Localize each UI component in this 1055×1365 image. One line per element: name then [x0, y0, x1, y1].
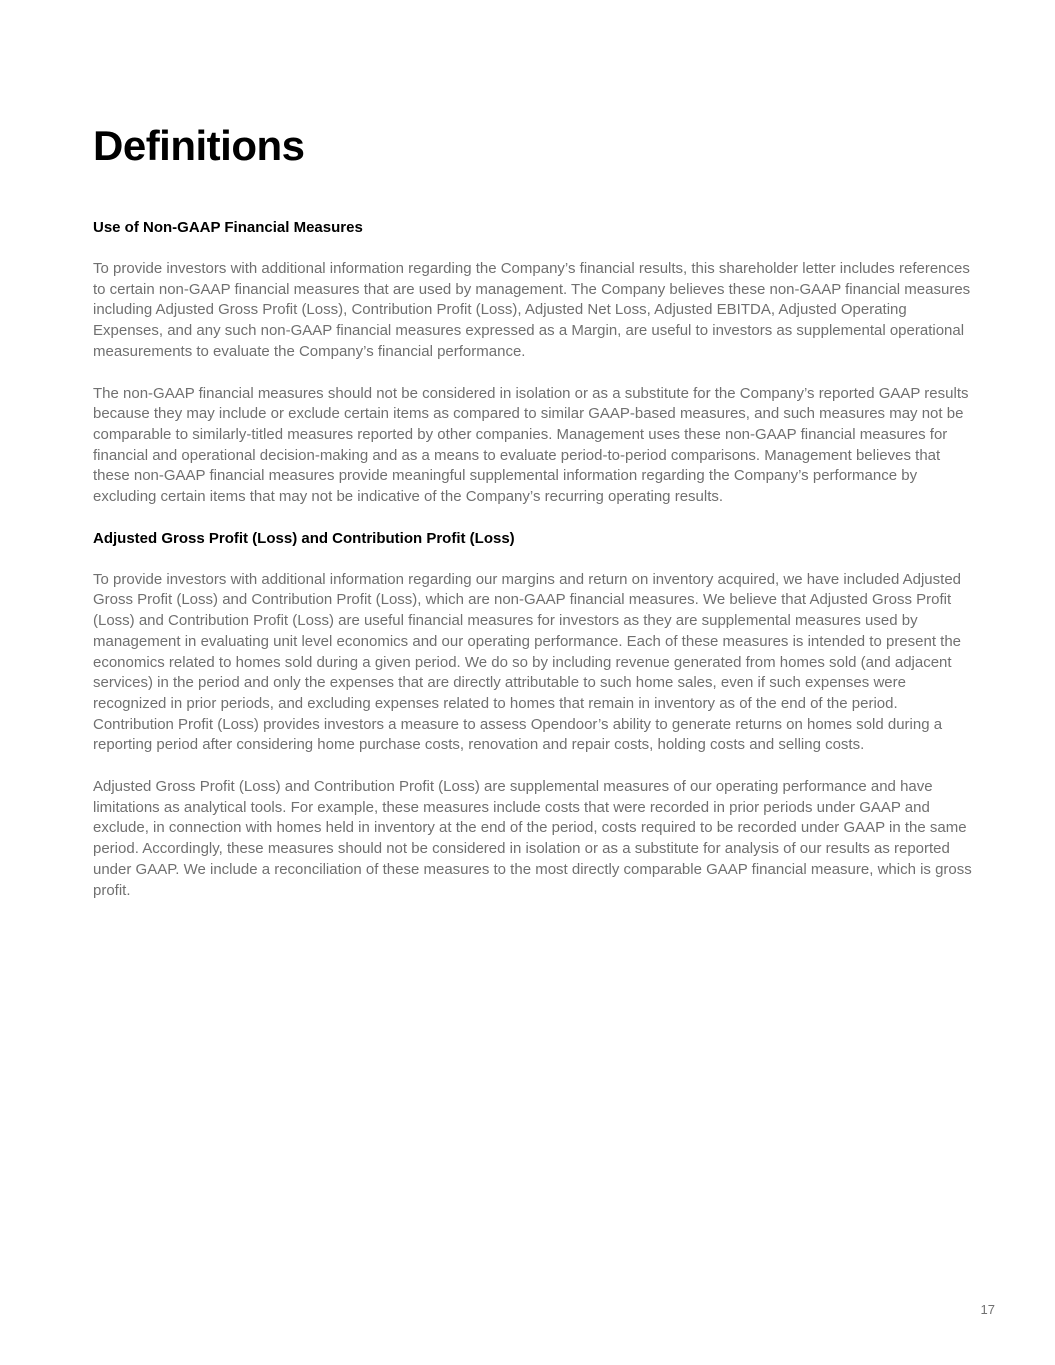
paragraph: To provide investors with additional information regarding our margins and return on inventory acquired, we have included Adjusted Gross Profit (Loss) and Contribution Profit (Loss), which are non-GAAP financial measures. We believe that Adjusted Gross Profit (Loss) and Contribution Profit (Loss) are useful financial measures for investors as they are supplemental measures used by management in evaluating unit level economics and our operating performance. Each of these measures is intended to present the economics related to homes sold during a given period. We do so by including revenue generated from homes sold (and adjacent services) in the period and only the expenses that are directly attributable to such home sales, even if such expenses were recognized in prior periods, and excluding expenses related to homes that remain in inventory as of the end of the period. Contribution Profit (Loss) provides investors a measure to assess Opendoor’s ability to generate returns on homes sold during a reporting period after considering home purchase costs, renovation and repair costs, holding costs and selling costs. — [93, 570, 962, 754]
paragraph: The non-GAAP financial measures should not be considered in isolation or as a substitute for the Company’s reported GAAP results because they may include or exclude certain items as compared to similar GAAP-based measures, and such measures may not be comparable to similarly-titled measures reported by other companies. Management uses these non-GAAP financial measures for financial and operational decision-making and as a means to evaluate period-to-period comparisons. Management believes that these non-GAAP financial measures provide meaningful supplemental information regarding the Company’s performance by excluding certain items that may not be indicative of the Company’s recurring operating results. — [93, 384, 969, 506]
section-heading-non-gaap: Use of Non-GAAP Financial Measures — [93, 219, 363, 236]
page-number: 17 — [980, 1302, 995, 1317]
paragraph: Adjusted Gross Profit (Loss) and Contribution Profit (Loss) are supplemental measures of our operating performance and have limitations as analytical tools. For example, these measures include costs that were recorded in prior periods under GAAP and exclude, in connection with homes held in inventory at the end of the period, costs required to be recorded under GAAP in the same period. Accordingly, these measures should not be considered in isolation or as a substitute for analysis of our results as reported under GAAP. We include a reconciliation of these measures to the most directly comparable GAAP financial measure, which is gross profit. — [93, 778, 972, 899]
page-title: Definitions — [93, 122, 305, 169]
paragraph: To provide investors with additional information regarding the Company’s financial results, this shareholder letter includes references to certain non-GAAP financial measures that are used by management. The Company believes these non-GAAP financial measures including Adjusted Gross Profit (Loss), Contribution Profit (Loss), Adjusted Net Loss, Adjusted EBITDA, Adjusted Operating Expenses, and any such non-GAAP financial measures expressed as a Margin, are useful to investors as supplemental operational measurements to evaluate the Company’s financial performance. — [93, 260, 971, 360]
section-heading-adjusted-gross-profit: Adjusted Gross Profit (Loss) and Contribution Profit (Loss) — [93, 529, 515, 547]
document-body — [93, 218, 973, 901]
